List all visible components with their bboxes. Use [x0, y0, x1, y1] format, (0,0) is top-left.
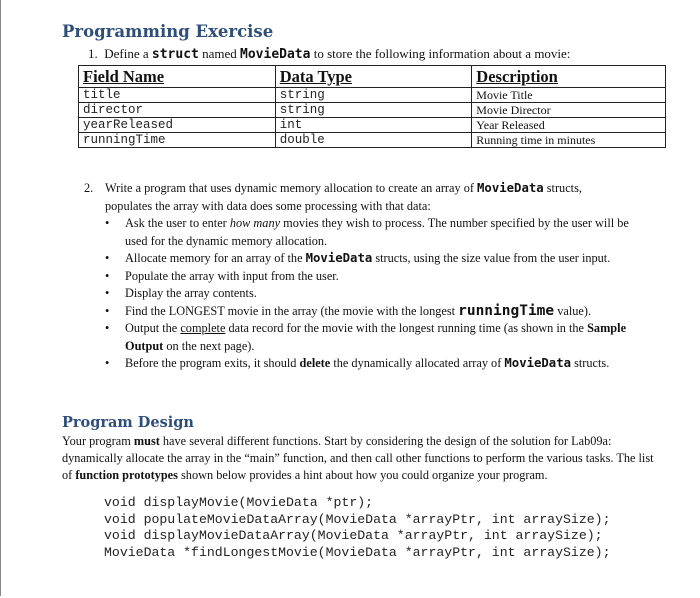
b7-struct-name: MovieData — [504, 356, 572, 370]
b6-bold: Sample Output — [125, 321, 627, 353]
page-title: Programming Exercise — [62, 22, 274, 41]
b1-text-b: movies they wish to process. The number specified by the user will be used for the dynamic memory allocation. — [125, 216, 629, 248]
q1-text-pre: Define a — [104, 46, 149, 61]
list-item — [125, 250, 644, 268]
b7-text-c: structs. — [574, 356, 610, 370]
q2-intro — [105, 180, 644, 215]
design-text-a: Your program — [62, 434, 131, 448]
b2-text-b: structs, using the size value from the user input. — [375, 251, 611, 265]
requirements-list — [84, 215, 644, 373]
b2-text-a: Allocate memory for an array of the — [125, 251, 303, 265]
table-row — [79, 133, 666, 148]
code-line: void displayMovie(MovieData *ptr); — [104, 495, 374, 510]
b1-text-a: Ask the user to enter — [125, 216, 227, 230]
design-bold-must: must — [133, 434, 160, 448]
code-block — [104, 495, 610, 561]
description-cell: Movie Director — [472, 103, 666, 118]
b7-bold: delete — [299, 356, 331, 370]
struct-fields-table — [78, 65, 666, 148]
description-cell: Running time in minutes — [472, 133, 666, 148]
b7-text-a: Before the program exits, it should — [125, 356, 297, 370]
field-name-cell: title — [79, 88, 276, 103]
data-type-cell: string — [275, 88, 472, 103]
description-cell: Year Released — [472, 118, 666, 133]
b3-text: Populate the array with input from the user. — [125, 268, 339, 283]
list-item — [125, 215, 644, 250]
q1-keyword: struct — [151, 47, 199, 62]
q1-number: 1. — [88, 46, 98, 61]
code-line: void populateMovieDataArray(MovieData *arrayPtr, int arraySize); — [104, 511, 611, 527]
table-row — [79, 103, 666, 118]
b6-underlined: complete — [180, 321, 226, 335]
code-line: MovieData *findLongestMovie(MovieData *arrayPtr, int arraySize); — [104, 544, 611, 560]
b6-text-b: data record for the movie with the longest running time (as shown in the — [228, 321, 584, 335]
b5-text-b: value). — [557, 303, 592, 318]
list-item — [125, 285, 644, 303]
q2-intro-line2: populates the array with data does some processing with that data: — [105, 198, 431, 213]
b5-text-a: Find the LONGEST movie in the array (the movie with the longest — [125, 303, 456, 318]
list-item — [125, 268, 644, 286]
design-paragraph — [62, 433, 662, 484]
b5-code: runningTime — [458, 302, 555, 319]
b2-struct-name: MovieData — [305, 251, 373, 265]
q2-intro-text-end: structs, — [546, 181, 582, 195]
q1-text-post: to store the following information about a movie: — [313, 46, 571, 61]
list-item — [125, 355, 644, 373]
table-row — [79, 88, 666, 103]
header-data-type: Data Type — [275, 66, 472, 88]
header-description: Description — [472, 66, 666, 88]
field-name-cell: runningTime — [79, 133, 276, 148]
list-item — [125, 320, 644, 355]
design-bold-prototypes: function prototypes — [75, 468, 178, 482]
data-type-cell: double — [275, 133, 472, 148]
q2-number: 2. — [84, 181, 94, 195]
b4-text: Display the array contents. — [125, 286, 257, 300]
code-line: void displayMovieDataArray(MovieData *arrayPtr, int arraySize); — [104, 528, 603, 543]
b6-text-a: Output the — [125, 321, 178, 335]
design-text-c: shown below provides a hint about how you could organize your program. — [181, 468, 548, 482]
table-header-row — [79, 66, 666, 88]
table-row — [79, 118, 666, 133]
question-2 — [84, 180, 644, 373]
field-name-cell: director — [79, 103, 276, 118]
design-text-b: have several different functions. Start by considering the design of the solution for Lab09a: dynamically allocate the array in the “main” function, and then call other functions to perform the various tasks. The list of — [62, 434, 654, 482]
q1-text-mid: named — [202, 46, 237, 61]
list-item — [125, 303, 644, 321]
b7-text-b: the dynamically allocated array of — [333, 356, 502, 370]
section-heading: Program Design — [62, 414, 194, 431]
question-1 — [88, 46, 570, 62]
header-field-name: Field Name — [79, 66, 276, 88]
q2-struct-name: MovieData — [477, 181, 544, 195]
q1-struct-name: MovieData — [240, 47, 311, 62]
field-name-cell: yearReleased — [79, 118, 276, 133]
data-type-cell: int — [275, 118, 472, 133]
b6-text-c: on the next page). — [166, 338, 255, 353]
b1-emphasis: how many — [229, 216, 281, 230]
data-type-cell: string — [275, 103, 472, 118]
q2-intro-text: Write a program that uses dynamic memory allocation to create an array of — [105, 181, 474, 195]
description-cell: Movie Title — [472, 88, 666, 103]
